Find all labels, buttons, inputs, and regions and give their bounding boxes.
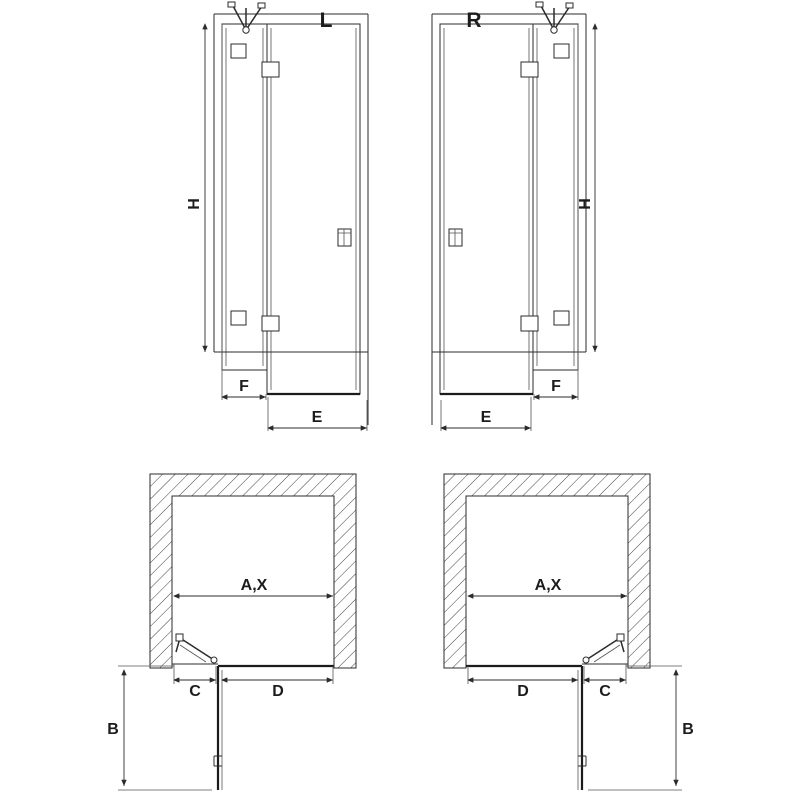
dimension-H-left xyxy=(186,24,205,352)
hinge-top-left xyxy=(231,44,246,58)
dimension-D-left xyxy=(222,666,333,700)
dimension-C-left xyxy=(174,664,216,700)
elevation-left-view xyxy=(186,2,368,431)
door-handle-icon-r xyxy=(449,229,462,246)
hinge-top-door-r xyxy=(521,62,538,77)
door-panel-glass-left xyxy=(267,24,360,394)
dimension-AX-left xyxy=(174,577,333,596)
dimension-D-left-label: D xyxy=(272,683,284,700)
hinge-detail-plan-right xyxy=(583,634,624,663)
dimension-H-right-label: H xyxy=(577,198,594,210)
hinge-bottom-right xyxy=(554,311,569,325)
hinge-bottom-door-r xyxy=(521,316,538,331)
dimension-E-right-label: E xyxy=(480,409,492,426)
hinge-top-door xyxy=(262,62,279,77)
dimension-D-right-label: D xyxy=(517,683,529,700)
dimension-F-right xyxy=(534,370,578,400)
dimension-AX-left-label: A,X xyxy=(240,577,268,594)
dimension-F-left-label: F xyxy=(239,378,249,395)
dimension-AX-right xyxy=(468,577,627,596)
dimension-F-left xyxy=(222,370,266,400)
handing-label-left: L xyxy=(319,9,333,32)
door-panel-glass-right xyxy=(440,24,533,394)
hinge-bottom-door xyxy=(262,316,279,331)
dimension-D-right xyxy=(468,666,578,700)
plan-left-view xyxy=(107,474,356,790)
dimension-F-right-label: F xyxy=(551,378,561,395)
elevation-right-view xyxy=(432,2,595,431)
dimension-C-right-label: C xyxy=(599,683,611,700)
dimension-C-right xyxy=(584,664,626,700)
dimension-H-left-label: H xyxy=(186,198,203,210)
hinge-top-right xyxy=(554,44,569,58)
hinge-detail-plan-left xyxy=(176,634,217,663)
handing-label-right: R xyxy=(466,9,482,32)
dimension-B-left-label: B xyxy=(107,721,119,738)
dimension-AX-right-label: A,X xyxy=(534,577,562,594)
dimension-E-left-label: E xyxy=(311,409,323,426)
dimension-B-right-label: B xyxy=(682,721,694,738)
hinge-bottom-left xyxy=(231,311,246,325)
dimension-E-left xyxy=(268,397,367,431)
dimension-C-left-label: C xyxy=(189,683,201,700)
plan-right-view xyxy=(444,474,694,790)
door-handle-icon xyxy=(338,229,351,246)
dimension-E-right xyxy=(441,397,531,431)
